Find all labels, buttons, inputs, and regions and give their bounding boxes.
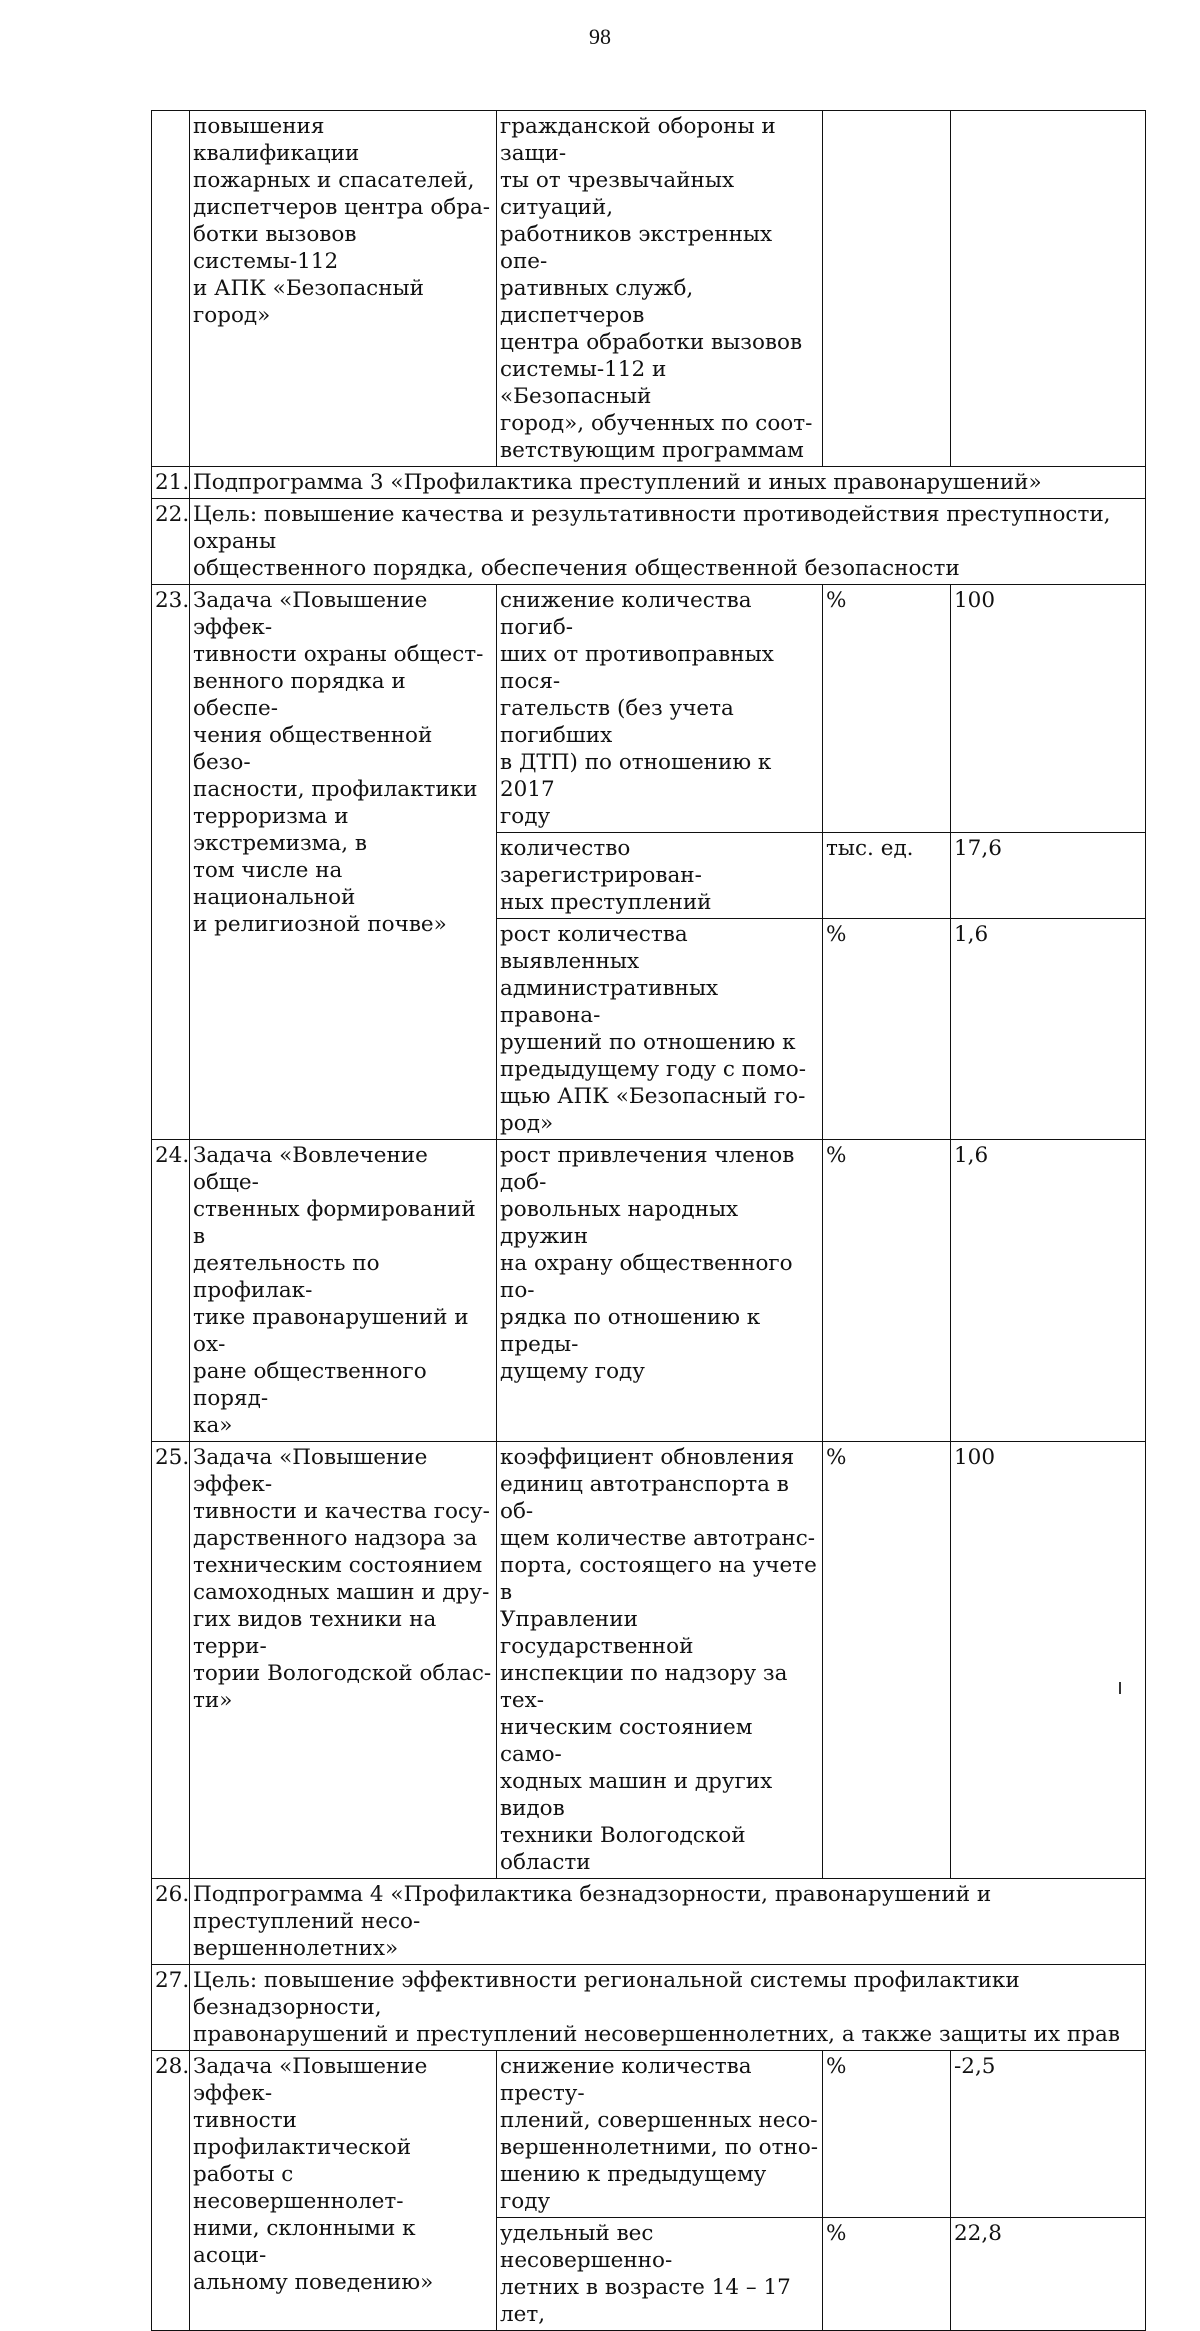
row-number — [152, 111, 190, 467]
value-cell: 22,8 — [951, 2218, 1146, 2331]
table-row — [152, 2051, 1146, 2218]
unit-cell: % — [823, 2218, 951, 2331]
page-number: 98 — [589, 24, 611, 49]
row-number: 23. — [152, 585, 190, 1140]
value-cell: 100 — [951, 1442, 1146, 1879]
indicators-table — [151, 110, 1146, 2331]
subprogram-title: Подпрограмма 3 «Профилактика преступлений и иных правонарушений» — [190, 467, 1146, 499]
indicator-cell: гражданской обороны и защи- ты от чрезвычайных ситуаций, работников экстренных опе- ративных служб, диспетчеров центра обработки вызовов системы-112 и «Безопасный город», обученных по соот- ветствующим программам — [497, 111, 823, 467]
row-number: 28. — [152, 2051, 190, 2331]
value-cell: 17,6 — [951, 833, 1146, 919]
row-number: 27. — [152, 1965, 190, 2051]
table-row — [152, 585, 1146, 833]
unit-cell: % — [823, 919, 951, 1140]
indicator-cell: коэффициент обновления единиц автотранспорта в об- щем количестве автотранс- порта, состоящего на учете в Управлении государственной инспекции по надзору за тех- ническим состоянием само- ходных машин и других видов техники Вологодской области — [497, 1442, 823, 1879]
indicator-cell: снижение количества погиб- ших от противоправных пося- гательств (без учета погибших в ДТП) по отношению к 2017 году — [497, 585, 823, 833]
subprogram-row — [152, 1879, 1146, 1965]
value-cell: -2,5 — [951, 2051, 1146, 2218]
table-row — [152, 1442, 1146, 1879]
value-cell: 1,6 — [951, 919, 1146, 1140]
task-cell: Задача «Повышение эффек- тивности охраны общест- венного порядка и обеспе- чения общественной безо- пасности, профилактики терроризма и экстремизма, в том числе на национальной и религиозной почве» — [190, 585, 497, 1140]
task-cell: повышения квалификации пожарных и спасателей, диспетчеров центра обра- ботки вызовов системы-112 и АПК «Безопасный город» — [190, 111, 497, 467]
indicator-cell: рост привлечения членов доб- ровольных народных дружин на охрану общественного по- рядка по отношению к преды- дущему году — [497, 1140, 823, 1442]
row-number: 25. — [152, 1442, 190, 1879]
task-cell: Задача «Повышение эффек- тивности профилактической работы с несовершеннолет- ними, склонными к асоци- альному поведению» — [190, 2051, 497, 2331]
goal-text: Цель: повышение качества и результативности противодействия преступности, охраны общественного порядка, обеспечения общественной безопасности — [190, 499, 1146, 585]
unit-cell: % — [823, 1140, 951, 1442]
indicator-cell: снижение количества престу- плений, совершенных несо- вершеннолетними, по отно- шению к предыдущему году — [497, 2051, 823, 2218]
value-cell: 100 — [951, 585, 1146, 833]
row-number: 21. — [152, 467, 190, 499]
indicator-cell: рост количества выявленных административных правона- рушений по отношению к предыдущему году с помо- щью АПК «Безопасный го- род» — [497, 919, 823, 1140]
task-cell: Задача «Вовлечение обще- ственных формирований в деятельность по профилак- тике правонарушений и ох- ране общественного поряд- ка» — [190, 1140, 497, 1442]
value-cell: 1,6 — [951, 1140, 1146, 1442]
row-number: 24. — [152, 1140, 190, 1442]
indicator-cell: количество зарегистрирован- ных преступлений — [497, 833, 823, 919]
unit-cell: % — [823, 1442, 951, 1879]
subprogram-title: Подпрограмма 4 «Профилактика безнадзорности, правонарушений и преступлений несо- вершеннолетних» — [190, 1879, 1146, 1965]
row-number: 22. — [152, 499, 190, 585]
subprogram-row — [152, 467, 1146, 499]
unit-cell — [823, 111, 951, 467]
goal-text: Цель: повышение эффективности региональной системы профилактики безнадзорности, правонарушений и преступлений несовершеннолетних, а также защиты их прав — [190, 1965, 1146, 2051]
goal-row — [152, 1965, 1146, 2051]
goal-row — [152, 499, 1146, 585]
table-row — [152, 111, 1146, 467]
value-cell — [951, 111, 1146, 467]
unit-cell: % — [823, 2051, 951, 2218]
scan-mark — [1119, 1682, 1121, 1694]
unit-cell: тыс. ед. — [823, 833, 951, 919]
row-number: 26. — [152, 1879, 190, 1965]
indicator-cell: удельный вес несовершенно- летних в возрасте 14 – 17 лет, — [497, 2218, 823, 2331]
unit-cell: % — [823, 585, 951, 833]
table-row — [152, 1140, 1146, 1442]
task-cell: Задача «Повышение эффек- тивности и качества госу- дарственного надзора за техническим состоянием самоходных машин и дру- гих видов техники на терри- тории Вологодской облас- ти» — [190, 1442, 497, 1879]
